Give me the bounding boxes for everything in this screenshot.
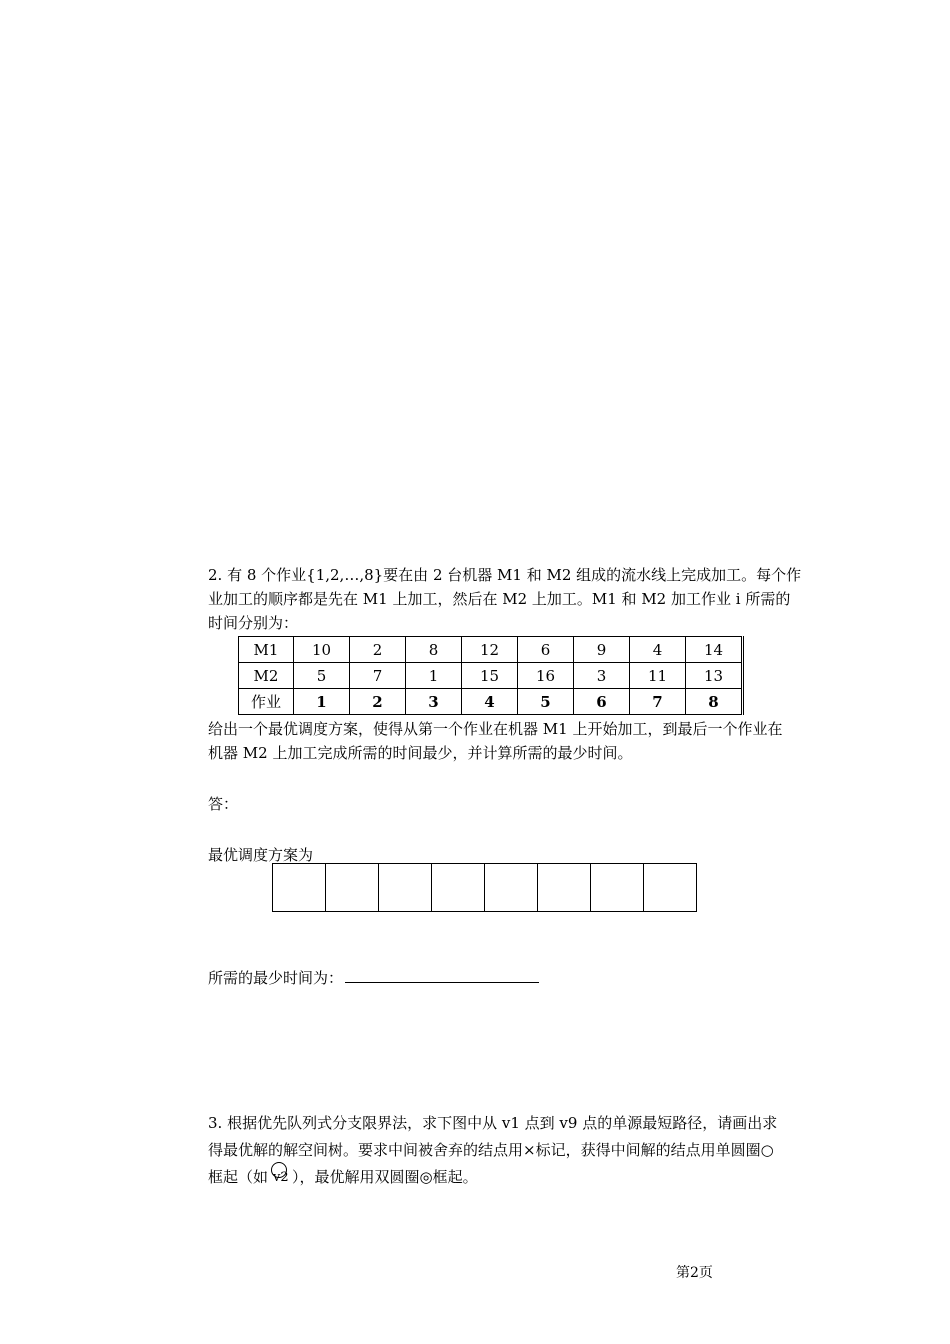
table-cell: 7 (630, 689, 686, 715)
page-number: 第2页 (676, 1265, 713, 1281)
question-2-line-1: 2. 有 8 个作业{1,2,…,8}要在由 2 台机器 M1 和 M2 组成的流水线上完成加工。每个作 (208, 566, 802, 584)
table-cell: 15 (462, 663, 518, 689)
processing-time-table (238, 636, 744, 715)
table-cell: 16 (518, 663, 574, 689)
answer-box[interactable] (326, 864, 379, 912)
row-label: M1 (239, 637, 294, 663)
table-cell: 13 (686, 663, 743, 689)
table-cell: 6 (574, 689, 630, 715)
question-2-text (208, 563, 838, 635)
answer-box[interactable] (379, 864, 432, 912)
table-cell: 12 (462, 637, 518, 663)
table-cell: 5 (518, 689, 574, 715)
line-3-suffix: ），最优解用双圆圈◎框起。 (292, 1168, 478, 1186)
min-time-line (208, 966, 838, 990)
table-cell: 5 (294, 663, 350, 689)
question-3-line-3 (208, 1164, 838, 1191)
table-cell: 8 (686, 689, 743, 715)
answer-box[interactable] (485, 864, 538, 912)
question-3-line-2: 得最优解的解空间树。要求中间被舍弃的结点用×标记，获得中间解的结点用单圆圈○ (208, 1141, 774, 1159)
question-2-line-2: 业加工的顺序都是先在 M1 上加工，然后在 M2 上加工。M1 和 M2 加工作业 i 所需的 (208, 590, 791, 608)
answer-box[interactable] (644, 864, 697, 912)
line-3-prefix: 框起（如 (208, 1168, 269, 1186)
table-cell: 4 (462, 689, 518, 715)
table-cell: 10 (294, 637, 350, 663)
instruction-line-2: 机器 M2 上加工完成所需的时间最少，并计算所需的最少时间。 (208, 744, 633, 762)
table-row-m1 (239, 637, 743, 663)
table-cell: 1 (406, 663, 462, 689)
table-cell: 1 (294, 689, 350, 715)
min-time-blank[interactable] (345, 966, 539, 983)
instruction-line-1: 给出一个最优调度方案，使得从第一个作业在机器 M1 上开始加工，到最后一个作业在 (208, 720, 783, 738)
table-cell: 3 (574, 663, 630, 689)
question-3-text (208, 1110, 838, 1191)
table-cell: 11 (630, 663, 686, 689)
table-cell: 2 (350, 689, 406, 715)
example-node-label: v2 (273, 1170, 289, 1185)
circled-node-example (269, 1168, 291, 1188)
question-2-line-3: 时间分别为： (208, 614, 299, 632)
table-row-job (239, 689, 743, 715)
table-cell: 6 (518, 637, 574, 663)
table-cell: 14 (686, 637, 743, 663)
answer-box[interactable] (432, 864, 485, 912)
answer-label: 答： (208, 795, 239, 813)
question-3-line-1: 3. 根据优先队列式分支限界法，求下图中从 v1 点到 v9 点的单源最短路径，请画出求 (208, 1114, 778, 1132)
answer-box-row (273, 864, 697, 912)
table-cell: 4 (630, 637, 686, 663)
row-label: M2 (239, 663, 294, 689)
table-cell: 2 (350, 637, 406, 663)
answer-box[interactable] (273, 864, 326, 912)
table-row-m2 (239, 663, 743, 689)
table-cell: 7 (350, 663, 406, 689)
row-label: 作业 (239, 689, 294, 715)
schedule-answer-boxes (272, 863, 697, 912)
table-cell: 8 (406, 637, 462, 663)
answer-box[interactable] (538, 864, 591, 912)
answer-box[interactable] (591, 864, 644, 912)
min-time-label: 所需的最少时间为： (208, 969, 344, 987)
table-cell: 3 (406, 689, 462, 715)
table-cell: 9 (574, 637, 630, 663)
question-2-instructions (208, 717, 838, 765)
schedule-label: 最优调度方案为 (208, 846, 314, 864)
